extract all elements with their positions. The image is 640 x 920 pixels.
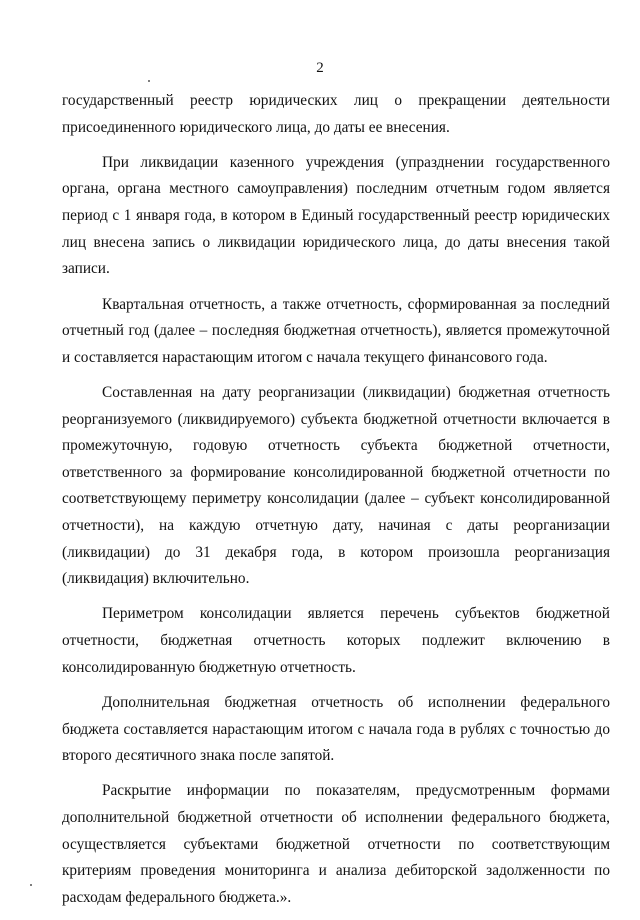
paragraph-reorganization: Составленная на дату реорганизации (ликвидации) бюджетная отчетность реорганизуемого (ликвидируемого) субъекта бюджетной отчетности включается в промежуточную, годовую отчетность субъекта бюджетной отчетности, ответственного за формирование консолидированной бюджетной отчетности по соответствующему периметру консолидации (далее – субъект консолидированной отчетности), на каждую отчетную дату, начиная с даты реорганизации (ликвидации) до 31 декабря года, в котором произошла реорганизация (ликвидация) включительно. — [62, 384, 610, 588]
scan-speck — [30, 884, 32, 886]
paragraph-liquidation: При ликвидации казенного учреждения (упразднении государственного органа, органа местного самоуправления) последним отчетным годом является период с 1 января года, в котором в Единый государственный реестр юридических лиц внесена запись о ликвидации юридического лица, до даты внесения такой записи. — [62, 153, 610, 278]
paragraph-continuation: государственный реестр юридических лиц о прекращении деятельности присоединенного юридического лица, до даты ее внесения. — [62, 92, 610, 136]
paragraph-consolidation-perimeter: Периметром консолидации является перечень субъектов бюджетной отчетности, бюджетная отчетность которых подлежит включению в консолидированную бюджетную отчетность. — [62, 605, 610, 676]
document-body — [62, 88, 610, 920]
scan-speck — [148, 80, 150, 82]
paragraph-disclosure: Раскрытие информации по показателям, предусмотренным формами дополнительной бюджетной отчетности об исполнении федерального бюджета, осуществляется субъектами бюджетной отчетности по соответствующим критериям проведения мониторинга и анализа дебиторской задолженности по расходам федерального бюджета.». — [62, 782, 610, 906]
paragraph-quarterly-reporting: Квартальная отчетность, а также отчетность, сформированная за последний отчетный год (далее – последняя бюджетная отчетность), является промежуточной и составляется нарастающим итогом с начала текущего финансового года. — [62, 295, 610, 366]
page-number: 2 — [316, 60, 324, 76]
paragraph-additional-reporting: Дополнительная бюджетная отчетность об исполнении федерального бюджета составляется нарастающим итогом с начала года в рублях с точностью до второго десятичного знака после запятой. — [62, 693, 610, 765]
